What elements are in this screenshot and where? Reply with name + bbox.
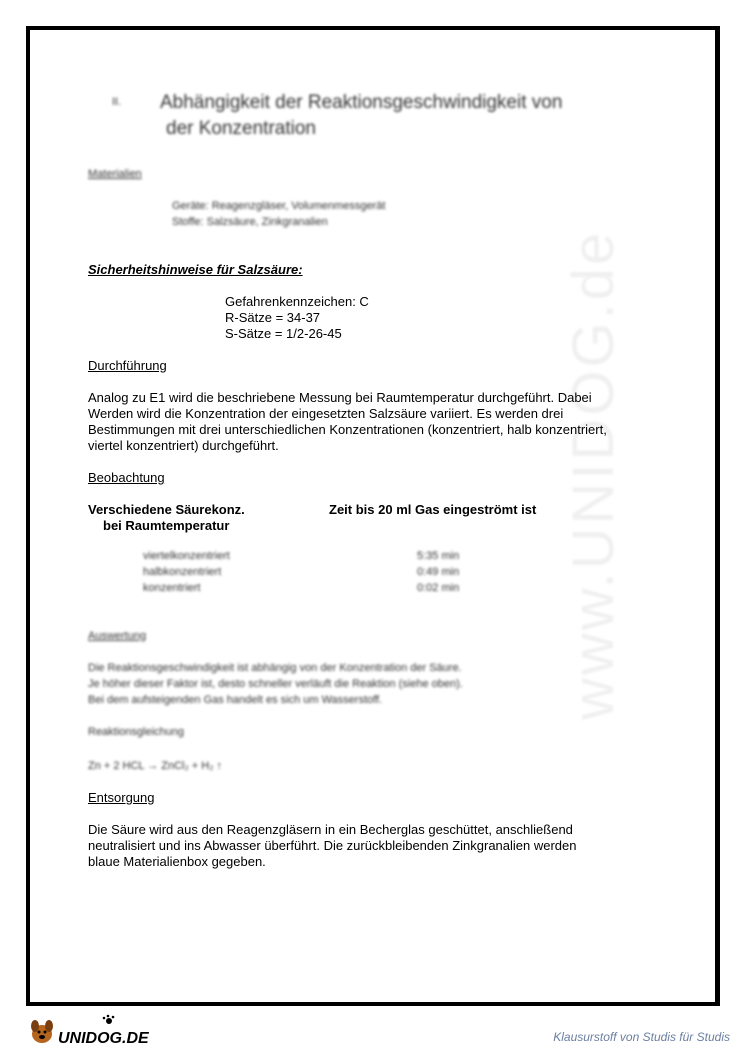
evaluation-heading: Auswertung — [88, 630, 147, 642]
procedure-heading: Durchführung — [88, 358, 167, 373]
procedure-line-1: Analog zu E1 wird die beschriebene Messung bei Raumtemperatur durchgeführt. Dabei — [88, 390, 592, 405]
footer-tagline: Klausurstoff von Studis für Studis — [553, 1030, 730, 1044]
table-row-value: 0:49 min — [417, 566, 460, 578]
table-row-value: 5:35 min — [417, 550, 460, 562]
equation-heading: Reaktionsgleichung — [88, 726, 185, 738]
hazard-symbol: Gefahrenkennzeichen: C — [225, 294, 369, 309]
s-phrases: S-Sätze = 1/2-26-45 — [225, 326, 342, 341]
section-title — [160, 90, 562, 142]
table-row-label: viertelkonzentriert — [143, 550, 230, 562]
disposal-line-1: Die Säure wird aus den Reagenzgläsern in ein Becherglas geschüttet, anschließend — [88, 822, 573, 837]
evaluation-line-3: Bei dem aufsteigenden Gas handelt es sich um Wasserstoff. — [88, 694, 383, 706]
evaluation-line-2: Je höher dieser Faktor ist, desto schneller verläuft die Reaktion (siehe oben). — [88, 678, 463, 690]
observation-col-1-subheader: bei Raumtemperatur — [103, 518, 230, 533]
safety-heading: Sicherheitshinweise für Salzsäure: — [88, 262, 303, 277]
evaluation-line-1: Die Reaktionsgeschwindigkeit ist abhängig von der Konzentration der Säure. — [88, 662, 462, 674]
procedure-line-4: viertel konzentriert) durchgeführt. — [88, 438, 279, 453]
observation-heading: Beobachtung — [88, 470, 165, 485]
procedure-line-2: Werden wird die Konzentration der eingesetzten Salzsäure variiert. Es werden drei — [88, 406, 564, 421]
table-row-label: halbkonzentriert — [143, 566, 222, 578]
disposal-line-3: blaue Materialienbox gegeben. — [88, 854, 266, 869]
materials-substances: Stoffe: Salzsäure, Zinkgranalien — [172, 216, 328, 228]
section-title-line-2: der Konzentration — [166, 118, 316, 139]
materials-devices: Geräte: Reagenzgläser, Volumenmessgerät — [172, 200, 386, 212]
procedure-line-3: Bestimmungen mit drei unterschiedlichen Konzentrationen (konzentriert, halb konzentriert, — [88, 422, 607, 437]
section-number: II. — [112, 96, 122, 108]
paw-icon — [103, 1015, 115, 1024]
disposal-heading: Entsorgung — [88, 790, 155, 805]
materials-heading: Materialien — [88, 168, 142, 180]
r-phrases: R-Sätze = 34-37 — [225, 310, 321, 325]
table-row-value: 0:02 min — [417, 582, 460, 594]
reaction-equation: Zn + 2 HCL → ZnCl₂ + H₂ ↑ — [88, 760, 223, 772]
disposal-line-2: neutralisiert und ins Abwasser überführt. Die zurückbleibenden Zinkgranalien werden — [88, 838, 577, 853]
dog-icon — [31, 1020, 53, 1043]
watermark: www.UNIDOG.de — [561, 229, 626, 720]
table-row-label: konzentriert — [143, 582, 201, 594]
logo-text: UNIDOG.DE — [58, 1030, 149, 1047]
section-title-line-1: Abhängigkeit der Reaktionsgeschwindigkeit von — [160, 92, 563, 113]
observation-col-2-header: Zeit bis 20 ml Gas eingeströmt ist — [329, 502, 537, 517]
unidog-logo[interactable] — [28, 1014, 158, 1048]
observation-col-1-header: Verschiedene Säurekonz. — [88, 502, 245, 517]
